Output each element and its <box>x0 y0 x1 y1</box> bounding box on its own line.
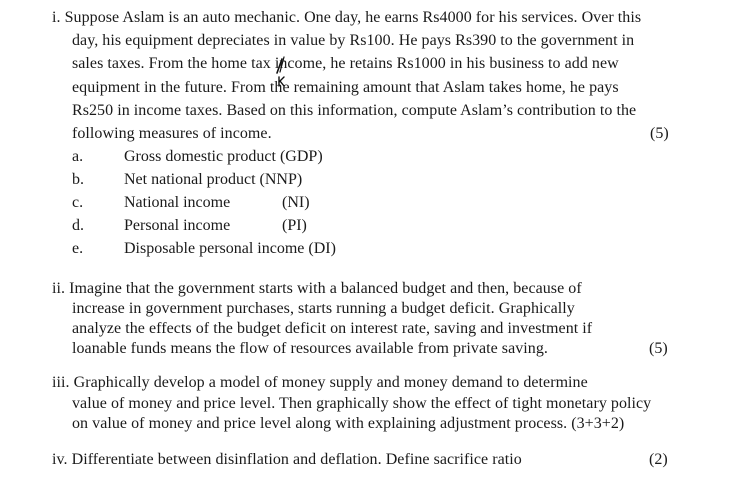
question-2-line-4: loanable funds means the flow of resources available from private saving. <box>72 340 548 357</box>
question-1-line-6: following measures of income. <box>72 125 272 142</box>
subitem-abbreviation: (PI) <box>282 217 307 234</box>
question-4-line-1: iv. Differentiate between disinflation and deflation. Define sacrifice ratio <box>52 451 522 468</box>
question-3-line-3: on value of money and price level along with explaining adjustment process. (3+3+2) <box>72 415 625 432</box>
subitem-letter: e. <box>72 240 84 257</box>
question-1-line-3: sales taxes. From the home tax income, he retains Rs1000 in his business to add new <box>72 55 619 72</box>
subitem-text: Gross domestic product (GDP) <box>124 148 323 165</box>
question-4-marks: (2) <box>649 451 668 468</box>
subitem-text: Disposable personal income (DI) <box>124 240 336 257</box>
subitem-letter: c. <box>72 194 84 211</box>
subitem-text: Net national product (NNP) <box>124 171 303 188</box>
question-3-line-2: value of money and price level. Then graphically show the effect of tight monetary policy <box>72 395 652 412</box>
subitem-letter: d. <box>72 217 84 234</box>
question-2-line-3: analyze the effects of the budget deficit on interest rate, saving and investment if <box>72 320 593 337</box>
subitem-text: National income <box>124 194 231 211</box>
subitem-letter: a. <box>72 148 84 165</box>
question-1-line-2: day, his equipment depreciates in value by Rs100. He pays Rs390 to the government in <box>72 32 635 49</box>
question-1-line-5: Rs250 in income taxes. Based on this information, compute Aslam’s contribution to the <box>72 102 637 119</box>
subitem-letter: b. <box>72 171 84 188</box>
question-1-line-1: i. Suppose Aslam is an auto mechanic. One day, he earns Rs4000 for his services. Over this <box>52 9 642 26</box>
question-2-line-2: increase in government purchases, starts running a budget deficit. Graphically <box>72 300 575 317</box>
question-3-line-1: iii. Graphically develop a model of money supply and money demand to determine <box>52 374 588 391</box>
question-2-line-1: ii. Imagine that the government starts with a balanced budget and then, because of <box>52 280 582 297</box>
subitem-abbreviation: (NI) <box>282 194 310 211</box>
question-1-marks: (5) <box>650 125 669 142</box>
question-2-marks: (5) <box>649 340 668 357</box>
subitem-text: Personal income <box>124 217 231 234</box>
handwritten-correction-mark <box>268 55 298 89</box>
question-1-line-4: equipment in the future. From the remaining amount that Aslam takes home, he pays <box>72 79 619 96</box>
